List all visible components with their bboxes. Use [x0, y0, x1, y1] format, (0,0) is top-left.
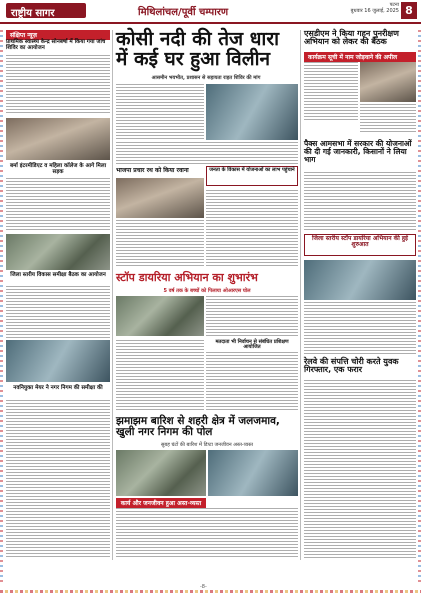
rail-headline: रेलवे की संपत्ति चोरी करते युवक गिरफ्तार, एक फरार [304, 357, 399, 375]
date-block [351, 2, 399, 14]
header-rule [0, 22, 421, 24]
left-bottom-headline: नवनियुक्त मेयर ने नगर निगम की समीक्षा की [13, 385, 103, 391]
news-photo [360, 62, 416, 102]
article-text [304, 302, 416, 354]
column-separator [112, 30, 113, 560]
article-text [206, 352, 298, 412]
right-top-headline: एसडीएम ने किया गहन पुनरीक्षण अभियान को लेकर की बैठक [304, 29, 399, 47]
section-band: संक्षिप्त न्यूज़ [6, 30, 110, 40]
news-photo [6, 234, 110, 270]
column-separator [300, 30, 301, 560]
paper-name: राष्ट्रीय सागर [6, 3, 86, 18]
stop-band: 5 वर्ष तक के बच्चों को पिलाया ओआरएस घोल [163, 288, 251, 294]
stop-headline: स्टॉप डायरिया अभियान का शुभारंभ [116, 271, 258, 284]
rath-headline: भाजपा प्रचार रथ को किया रवाना [116, 167, 189, 174]
bottom-subhead: सुबह घंटों की बारिश में डिप्टा जनजीवन अस्त-व्यस्त [160, 442, 254, 448]
article-text [6, 286, 110, 338]
left-top-headline: प्राथमिक स्वास्थ्य केन्द्र सोनबर्षा में किया गया जांच शिविर का आयोजन [6, 39, 106, 51]
article-text [304, 172, 416, 230]
folio: -8- [200, 584, 207, 590]
article-text [116, 508, 298, 558]
article-text [304, 380, 416, 558]
news-photo [304, 260, 416, 300]
bottom-headline: झमाझम बारिश से शहरी क्षेत्र में जलजमाव, खुली नगर निगम की पोल [116, 415, 280, 439]
left-mid-headline: बर्मा इंटरमीडिएट व महिला कॉलेज के आगे मिला सड़क [10, 163, 106, 175]
article-text [304, 62, 358, 120]
news-photo [6, 340, 110, 382]
left-border-decoration [0, 30, 3, 585]
kisan-headline: पैक्स आमसभा में सरकार की योजनाओं की दी गई जानकारी, किसानों ने लिया भाग [304, 139, 412, 164]
article-text [116, 84, 204, 140]
article-text [206, 190, 298, 268]
lead-photo [206, 84, 298, 140]
article-text [116, 220, 204, 268]
news-photo [208, 450, 298, 496]
article-text [116, 142, 298, 164]
footer-decoration [0, 590, 421, 593]
training-headline: मतदाता भी निर्वाचन से संबंधित प्रशिक्षण आयोजित [215, 339, 289, 351]
article-text [206, 296, 298, 336]
masthead [0, 0, 421, 22]
lead-subhead: आसमीन भयभीत, प्रशासन से सहायता राहत शिविर की मांग [151, 75, 261, 81]
article-text [6, 400, 110, 558]
article-text [360, 104, 416, 134]
page-number: 8 [401, 2, 417, 19]
vikas-headline: जनता के विकास में योजनाओं का लाभ पहुंचाने [209, 167, 295, 173]
news-photo [6, 118, 110, 160]
date: बुधवार 16 जुलाई, 2025 [350, 8, 399, 14]
edition-title: मिथिलांचल/पूर्वी चम्पारण [138, 7, 229, 18]
city: पटना [389, 2, 399, 8]
article-text [6, 55, 110, 115]
right-top-band: कार्यक्रम सूची में नाम जोड़वाने की अपील [304, 52, 416, 62]
article-text [116, 340, 204, 412]
bottom-red-box: कार्य और जनजीवन हुआ अस्त-व्यस्त [116, 498, 206, 508]
news-photo [116, 296, 204, 336]
news-photo [116, 178, 204, 218]
lead-headline: कोसी नदी की तेज धारा में कई घर हुआ विलीन [116, 28, 280, 70]
left-low-headline: जिला स्तरीय विकास समीक्षा बैठक का आयोजन [10, 272, 106, 278]
district-headline: जिला स्तरीय स्टॉप डायरिया अभियान की हुई शुरुआत [311, 235, 409, 249]
article-text [6, 178, 110, 232]
news-photo [116, 450, 206, 496]
